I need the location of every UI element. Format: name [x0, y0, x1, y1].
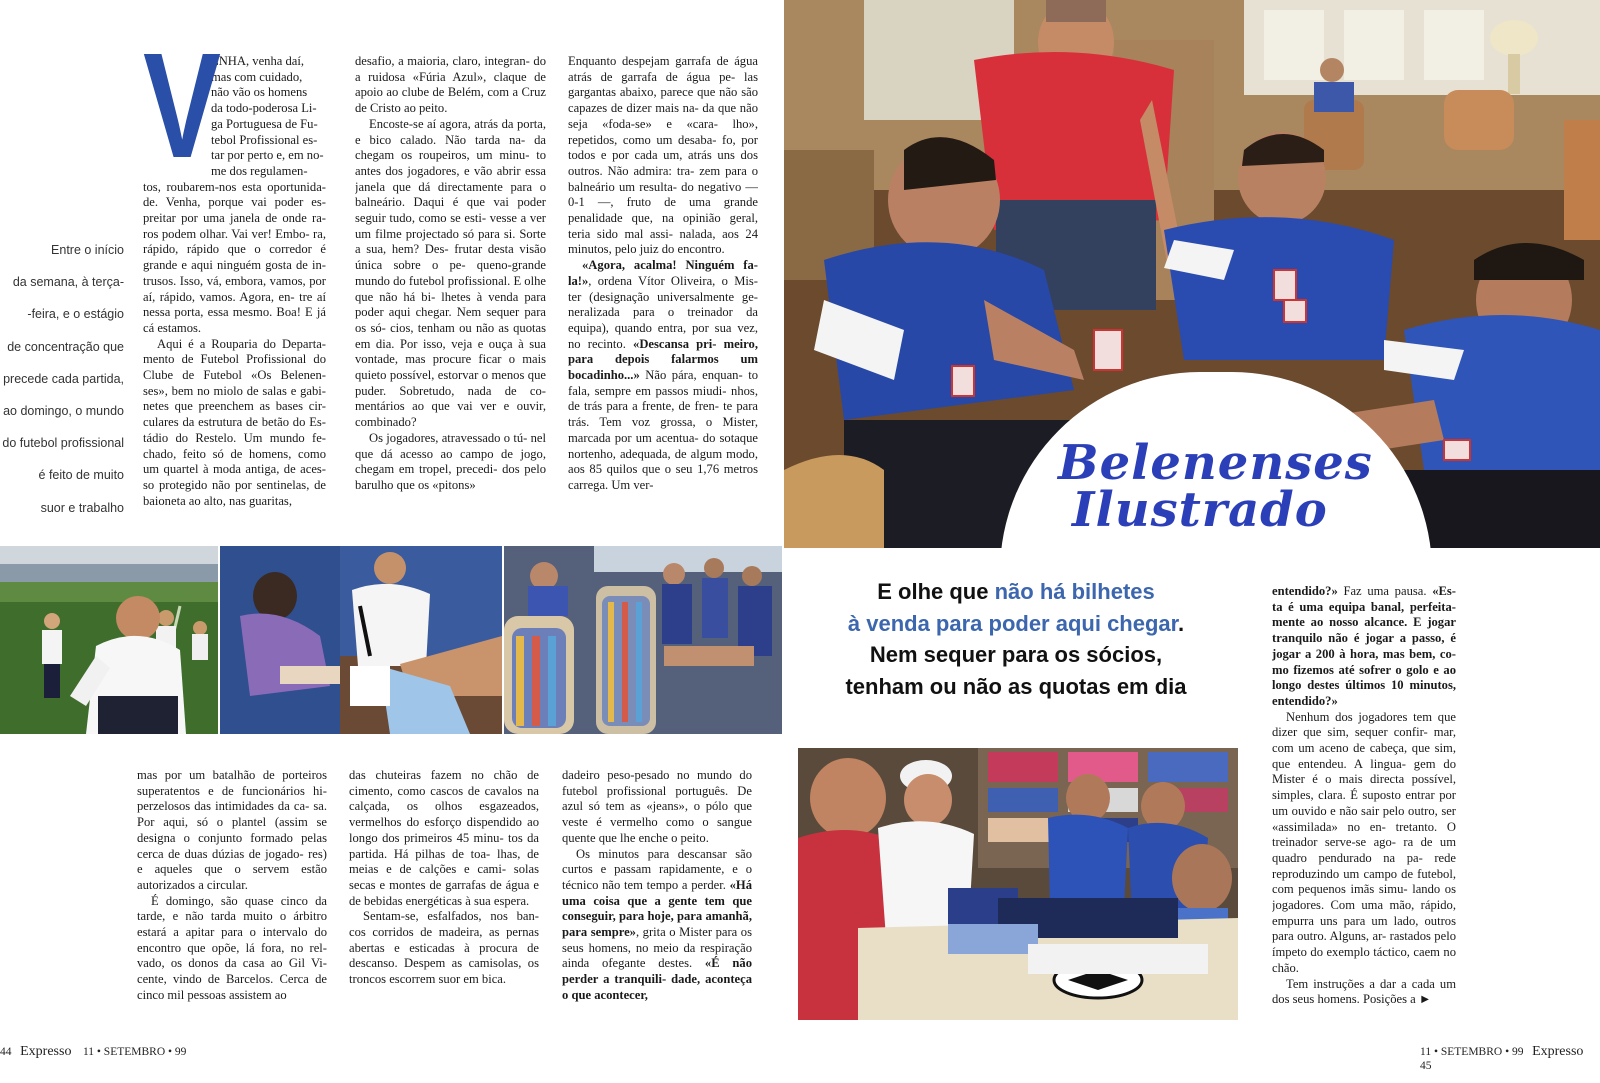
text-line: me dos regulamen-	[211, 163, 308, 178]
paragraph: dadeiro peso-pesado no mundo do futebol profissional português. De azul só tem as «jeans», o pólo que veste é vermelho como o sangue quente que lhe enche o peito.	[562, 768, 752, 845]
text-line: não vão os homens	[211, 85, 308, 100]
pull-quote-line: tenham ou não as quotas em dia	[845, 673, 1187, 699]
quote-bold: «É não perder a tranquili- dade, aconteça o que acontecer,	[562, 956, 752, 1002]
article-column-3-bottom	[562, 768, 752, 1023]
paragraph	[568, 258, 758, 494]
paragraph	[562, 847, 752, 1004]
drop-cap: V	[143, 54, 222, 189]
sidenote-line: precede cada partida,	[3, 371, 124, 386]
paragraph: Sentam-se, esfalfados, nos ban- cos corridos de madeira, as pernas abertas e esticadas à procura de descanso. Despem as camisolas, os troncos escorrem suor em bica.	[349, 909, 539, 987]
text-span: , grita o Mister para os seus homens, no meio da respiração ainda ofegante destes.	[562, 925, 752, 971]
quote-bold: «Es- ta é uma equipa banal, perfeita- mente ao nosso alcance. E jogar tranquilo não é jogar a passo, é jogar a 200 à hora, mas bem, co- mo fizemos até sofrer o golo e ao longo destes últimos 10 minutos, entendido?»	[1272, 584, 1456, 708]
paragraph: Os jogadores, atravessado o tú- nel que dá acesso ao campo de jogo, chegam em tropel, precedi- dos pelo barulho que os «pitons»	[355, 430, 546, 492]
magazine-name: Expresso	[20, 1044, 72, 1059]
folio-left	[0, 1044, 186, 1060]
text-line: ga Portuguesa de Fu-	[211, 116, 318, 131]
pull-quote-line	[790, 608, 1242, 640]
sidenote-line: Entre o início	[51, 243, 124, 257]
text-line: tebol Profissional es-	[211, 132, 318, 147]
photo-team-bus	[504, 546, 782, 734]
pull-quote-highlight: não há bilhetes	[994, 579, 1155, 604]
quote-bold: entendido?»	[1272, 584, 1338, 598]
article-title-line-1: Belenenses	[1058, 435, 1373, 491]
sidenote-line: de concentração que	[7, 339, 124, 354]
photo-massage-room	[220, 546, 502, 734]
issue-date: 11 • SETEMBRO • 99	[1420, 1046, 1524, 1058]
folio-right	[1420, 1044, 1600, 1072]
quote-bold: «Descansa pri- meiro, para depois falarmos um bocadinho...»	[568, 336, 758, 383]
photo-kit-room	[798, 748, 1238, 1020]
text-line: ENHA, venha daí,	[211, 54, 305, 68]
article-column-1-bottom	[137, 768, 327, 1023]
page-number: 44	[0, 1046, 12, 1058]
sidenote	[0, 243, 124, 533]
issue-date: 11 • SETEMBRO • 99	[82, 1046, 187, 1058]
paragraph: Aqui é a Rouparia do Departa- mento de Futebol Profissional do Clube de Futebol «Os Belenen- ses», bem no miolo de salas e gabi- netes que preenchem as bases cir- culares da estrutura de betão do Es- tádio do Restelo. Um mundo fe- chado, feito só de homens, como um quartel à moda antiga, de aces- so protegido não por sentinelas, de baioneta ao alto, nas guaritas,	[143, 336, 326, 508]
text-line: da todo-poderosa Li-	[211, 101, 317, 116]
sidenote-line: é feito de muito	[38, 468, 124, 483]
paragraph: Nenhum dos jogadores tem que dizer que sim, sequer confir- mar, com um aceno de cabeça, que sim, que entendeu. A lingua- gem do Mister é o mais directa possível, simples, clara. É suposto entrar por um ouvido e não sair pelo outro, ser «assimilada» no en- tretanto. O treinador serve-se ago- ra de um quadro pendurado na pa- rede reproduzindo um campo de futebol, com pequenos imãs simu- lando os jogadores. Com uma mão, rápido, empurra uns para um lado, outros para outro. Alguns, ar- rastados pelo ímpeto do exemplo táctico, caem no chão.	[1272, 709, 1456, 975]
photo-coach-on-pitch	[0, 546, 218, 734]
article-column-right	[1272, 584, 1456, 1024]
article-column-1-top	[143, 54, 326, 524]
article-column-3-top	[568, 54, 758, 524]
sidenote-line: ao domingo, o mundo	[3, 403, 124, 418]
pull-quote-line: Nem sequer para os sócios,	[869, 642, 1163, 668]
paragraph: tos, roubarem-nos esta oportunida- de. Venha, porque vai poder es- preitar por uma janela de onde ra- ros podem olhar. Vai ver! Embo- ra, rápido, rápido que o corredor é grande e aqui ninguém gosta de in- trusos. Isso, vá, embora, vamos, por aí, rápido, vamos. Agora, en- tre aí nessa porta, essa mesmo. Boa! E já cá estamos.	[143, 179, 326, 335]
text-span: Não pára, enquan- to fala, sempre em passos miudi- nhos, de trás para a frente, de fren- te para trás. Tem voz grossa, o Mister, marcada por um acentua- do sotaque nortenho, adequada, de algum modo, aos 85 quilos que o seu 1,76 metros carrega. Um ver-	[568, 368, 758, 492]
text-span: , ordena Vítor Oliveira, o Mis- ter (designação universalmente ge- neralizada para o treinador da equipa), quando entra, por sua vez, no recinto.	[568, 273, 758, 351]
pull-quote-text: E olhe que	[877, 579, 995, 604]
paragraph: mas por um batalhão de porteiros superatentos e de funcionários hi- perzelosos das intimidades da ca- sa. Por aqui, só o plantel (assim se designa o conjunto formado pelas cerca de duas dúzias de jogado- res) e aqueles que o servem estão autorizados a circular.	[137, 768, 327, 892]
paragraph: desafio, a maioria, claro, integran- do a ruidosa «Fúria Azul», claque de apoio ao clube de Belém, com a Cruz de Cristo ao peito.	[355, 54, 546, 116]
quote-bold: «Há uma coisa que a gente tem que conseguir, para hoje, para amanhã, para sempre»	[562, 877, 752, 940]
pull-quote-line	[790, 576, 1242, 608]
paragraph: Encoste-se aí agora, atrás da porta, e bico calado. Não tarda na- da chegam os roupeiros, um minu- to antes dos jogadores, e vão abrir essa janela que dá directamente para o balneário. Daqui é que vai poder seguir tudo, como se esti- vesse a ver um filme projectado só para si. Sorte a sua, hem? Des- frutar desta visão única sobre o pe- queno-grande mundo do futebol profissional. E olhe que não há bi- lhetes à venda para poder aqui chegar. Nem sequer para os só- cios, tenham ou não as quotas em dia. Por isso, veja e ouça à sua vontade, mas procure ficar o mais quieto possível, estorvar o menos que puder. Sobretudo, nada de co- mentários ao que vai ver e ouvir, combinado?	[355, 116, 546, 430]
quote-bold: «Agora, acalma! Ninguém fa- la!»	[568, 258, 758, 288]
sidenote-line: da semana, à terça-	[12, 275, 124, 290]
sidenote-line: do futebol profissional	[2, 436, 124, 451]
text-line: mas com cuidado,	[211, 69, 303, 84]
article-title-line-2: Ilustrado	[1072, 482, 1328, 538]
paragraph: Enquanto despejam garrafa de água atrás de garrafa de água pe- las gargantas abaixo, parece que não são capazes de dizer mais na- da que não seja «foda-se» e «cara- lho», repetidos, como um desaba- fo, por todos e por cada um, atrás uns dos outros. Não admira: tra- zem para o balneário um resulta- do negativo — 0-1 —, fruto de uma grande penalidade que, na opinião geral, teria sido mal assi- nalada, aos 24 minutos, pelo juiz do encontro.	[568, 54, 758, 257]
paragraph: das chuteiras fazem no chão de cimento, como cascos de cavalos na calçada, os olhos esgazeados, vermelhos do esforço dispendido ao longo dos primeiros 45 minu- tos da partida. Há pilhas de toa- lhas, de meias e de calções e cami- solas secas e montes de garrafas de água e de bebidas energéticas à sua espera.	[349, 768, 539, 908]
pull-quote	[790, 576, 1242, 702]
article-column-2-bottom	[349, 768, 539, 1023]
pull-quote-text: .	[1178, 610, 1185, 636]
sidenote-line: -feira, e o estágio	[27, 307, 124, 322]
page-number: 45	[1420, 1060, 1432, 1072]
paragraph: Tem instruções a dar a cada um dos seus homens. Posições a ►	[1272, 976, 1456, 1007]
text-line: tar por perto e, em no-	[211, 148, 324, 163]
text-span: Faz uma pausa.	[1337, 584, 1433, 598]
magazine-name: Expresso	[1532, 1044, 1584, 1059]
paragraph: É domingo, são quase cinco da tarde, e não tarda muito o árbitro estará a apitar para o intervalo do encontro que opõe, lá fora, no rel- vado, os donos da casa ao Gil Vi- cente, vindo de Barcelos. Cerca de cinco mil pessoas assistem ao	[137, 893, 327, 1002]
text-span: Os minutos para descansar são curtos e passam rapidamente, e o técnico não tem tempo a perder.	[562, 846, 752, 892]
sidenote-line: suor e trabalho	[40, 500, 124, 515]
paragraph	[1272, 584, 1456, 710]
article-column-2-top	[355, 54, 546, 524]
pull-quote-highlight: à venda para poder aqui chegar	[847, 610, 1178, 636]
